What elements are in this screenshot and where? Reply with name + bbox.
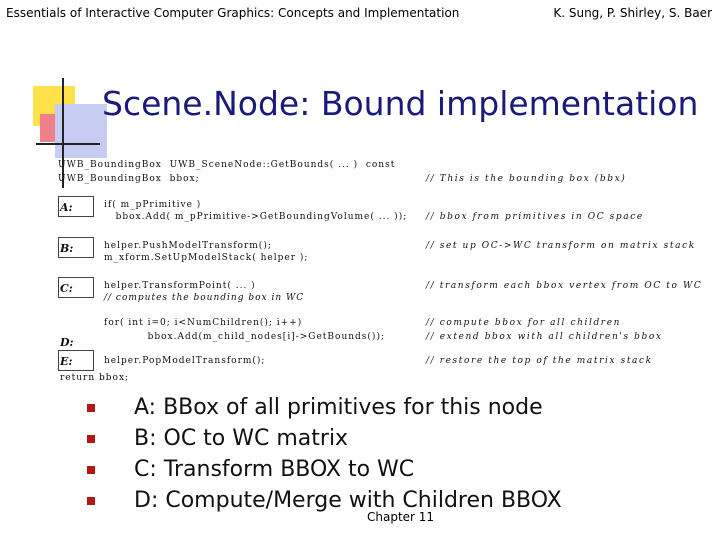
footer-chapter: Chapter 11 <box>367 510 435 524</box>
bullet-text: A: BBox of all primitives for this node <box>134 395 543 420</box>
code-line: UWB_BoundingBox bbox; <box>58 174 200 184</box>
code-comment: // compute bbox for all children <box>426 318 622 328</box>
code-line: UWB_BoundingBox UWB_SceneNode::GetBounds( ... ) const <box>58 160 396 170</box>
header-authors: K. Sung, P. Shirley, S. Baer <box>553 6 712 20</box>
code-line: m_xform.SetUpModelStack( helper ); <box>104 253 309 263</box>
bullet-item <box>87 392 562 423</box>
code-line: bbox.Add(m_child_nodes[i]->GetBounds()); <box>136 332 385 342</box>
code-line: if( m_pPrimitive ) <box>104 200 202 210</box>
bullet-text: D: Compute/Merge with Children BBOX <box>134 488 562 513</box>
code-comment: // set up OC->WC transform on matrix stack <box>426 241 696 251</box>
bullet-list <box>87 392 562 516</box>
code-comment: // restore the top of the matrix stack <box>426 356 653 366</box>
bullet-text: B: OC to WC matrix <box>134 426 349 451</box>
header-title: Essentials of Interactive Computer Graphics: Concepts and Implementation <box>6 6 460 20</box>
bullet-marker <box>87 466 95 474</box>
slide-title: Scene.Node: Bound implementation <box>102 84 699 123</box>
bullet-item <box>87 485 562 516</box>
code-comment: // transform each bbox vertex from OC to WC <box>426 281 703 291</box>
code-line: helper.TransformPoint( ... ) <box>104 281 256 291</box>
label-c: C: <box>60 282 73 295</box>
code-line: bbox.Add( m_pPrimitive->GetBoundingVolume( ... )); <box>104 212 408 222</box>
code-line: return bbox; <box>60 373 130 383</box>
label-e: E: <box>60 355 73 368</box>
code-line: helper.PopModelTransform(); <box>104 356 266 366</box>
code-comment: // extend bbox with all children's bbox <box>426 332 663 342</box>
decor-horizontal-line <box>36 143 100 145</box>
code-line: helper.PushModelTransform(); <box>104 241 272 251</box>
bullet-item <box>87 454 562 485</box>
code-figure <box>58 160 708 385</box>
label-a: A: <box>60 201 73 214</box>
label-d: D: <box>60 336 74 349</box>
code-line: // computes the bounding box in WC <box>104 293 305 303</box>
label-b: B: <box>60 242 74 255</box>
bullet-marker <box>87 497 95 505</box>
bullet-item <box>87 423 562 454</box>
code-line: for( int i=0; i<NumChildren(); i++) <box>104 318 303 328</box>
bullet-text: C: Transform BBOX to WC <box>134 457 415 482</box>
code-comment: // This is the bounding box (bbx) <box>426 174 627 184</box>
bullet-marker <box>87 404 95 412</box>
bullet-marker <box>87 435 95 443</box>
code-comment: // bbox from primitives in OC space <box>426 212 644 222</box>
